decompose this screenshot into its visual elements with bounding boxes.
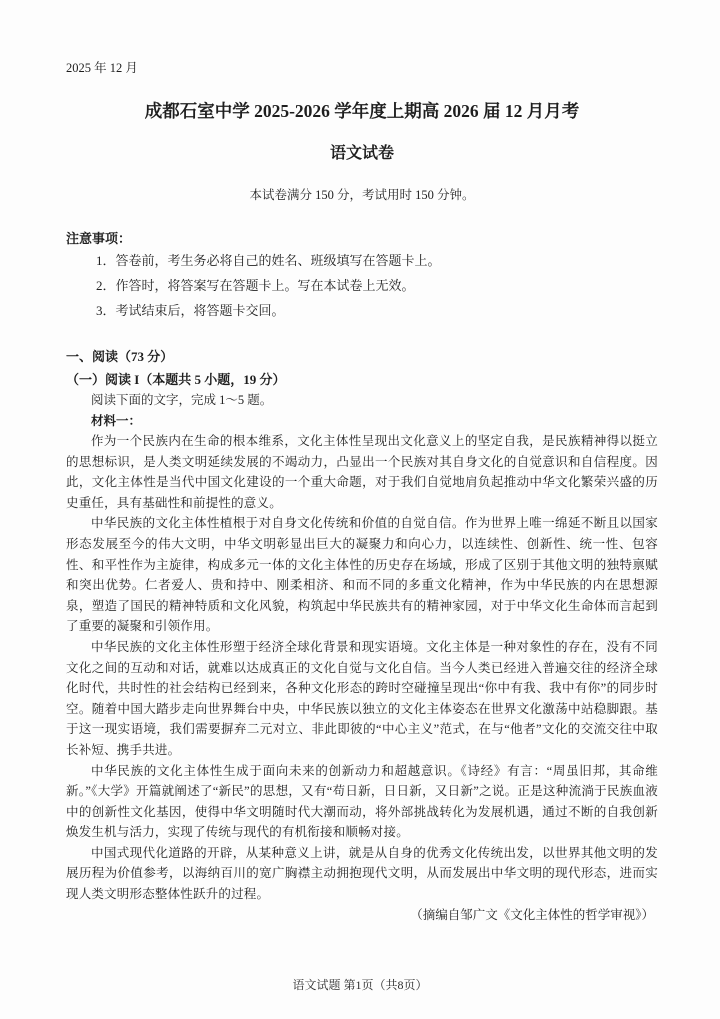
exam-info-line: 本试卷满分 150 分，考试用时 150 分钟。: [249, 188, 475, 202]
notice-heading: 注意事项：: [66, 231, 132, 246]
notice-item-3: 3．考试结束后，将答题卡交回。: [96, 303, 285, 318]
subsection-heading-reading-1: （一）阅读 I（本题共 5 小题，19 分）: [66, 372, 286, 387]
material-paragraph-3: 中华民族的文化主体性形塑于经济全球化背景和现实语境。文化主体是一种对象性的存在，没有不同文化之间的互动和对话，就难以达成真正的文化自觉与文化自信。当今人类已经进入普遍交往的经济全球化时代，共时性的社会结构已经到来，各种文化形态的跨时空碰撞呈现出“你中有我、我中有你”的同步时空。随着中国大踏步走向世界舞台中央，中华民族以独立的文化主体姿态在世界文化激荡中站稳脚跟。基于这一现实语境，我们需要摒弃二元对立、非此即彼的“中心主义”范式，在与“他者”文化的交流交往中取长补短、携手共进。: [66, 639, 658, 757]
page-footer: 语文试题 第1页（共8页）: [292, 978, 428, 992]
source-attribution: （摘编自邹广文《文化主体性的哲学审视》）: [410, 907, 654, 922]
notice-list: [66, 248, 658, 323]
reading-instruction: 阅读下面的文字，完成 1～5 题。: [91, 393, 273, 407]
exam-date: 2025 年 12 月: [66, 61, 138, 75]
notice-item-1: 1．答卷前，考生务必将自己的姓名、班级填写在答题卡上。: [96, 253, 441, 268]
exam-title: 成都石室中学 2025-2026 学年度上期高 2026 届 12 月月考: [144, 101, 580, 121]
notice-item-2: 2．作答时，将答案写在答题卡上。写在本试卷上无效。: [96, 278, 415, 293]
material-paragraph-1: 作为一个民族内在生命的根本维系，文化主体性呈现出文化意义上的坚定自我，是民族精神得以挺立的思想标识，是人类文明延续发展的不竭动力，凸显出一个民族对其自身文化的自觉意识和自信程度。因此，文化主体性是当代中国文化建设的一个重大命题，对于我们自觉地肩负起推动中华文化繁荣兴盛的历史重任，具有基础性和前提性的意义。: [66, 434, 658, 510]
material-one-label: 材料一：: [91, 413, 142, 428]
paper-subject-title: 语文试卷: [329, 145, 394, 162]
material-paragraph-5: 中国式现代化道路的开辟，从某种意义上讲，就是从自身的优秀文化传统出发，以世界其他文明的发展历程为价值参考，以海纳百川的宽广胸襟主动拥抱现代文明，从而发展出中华文明的现代形态，进而实现人类文明形态整体性跃升的过程。: [66, 845, 658, 902]
material-paragraph-2: 中华民族的文化主体性植根于对自身文化传统和价值的自觉自信。作为世界上唯一绵延不断且以国家形态发展至今的伟大文明，中华文明彰显出巨大的凝聚力和向心力，以连续性、创新性、统一性、包容性、和平性作为主旋律，构成多元一体的文化主体性的历史存在场域，形成了区别于其他文明的独特禀赋和突出优势。仁者爱人、贵和持中、刚柔相济、和而不同的多重文化精神，作为中华民族的内在思想源泉，塑造了国民的精神特质和文化风貌，构筑起中华民族共有的精神家园，对于中华文化生命体而言起到了重要的凝聚和引领作用。: [66, 516, 658, 634]
material-paragraph-4: 中华民族的文化主体性生成于面向未来的创新动力和超越意识。《诗经》有言：“周虽旧邦，其命维新。”《大学》开篇就阐述了“新民”的思想，又有“苟日新，日日新，又日新”之说。正是这种流淌于民族血液中的创新性文化基因，使得中华文明随时代大潮而动，将外部挑战转化为发展机遇，通过不断的自我创新焕发生机与活力，实现了传统与现代的有机衔接和顺畅对接。: [66, 763, 658, 840]
section-heading-reading: 一、阅读（73 分）: [66, 349, 174, 364]
